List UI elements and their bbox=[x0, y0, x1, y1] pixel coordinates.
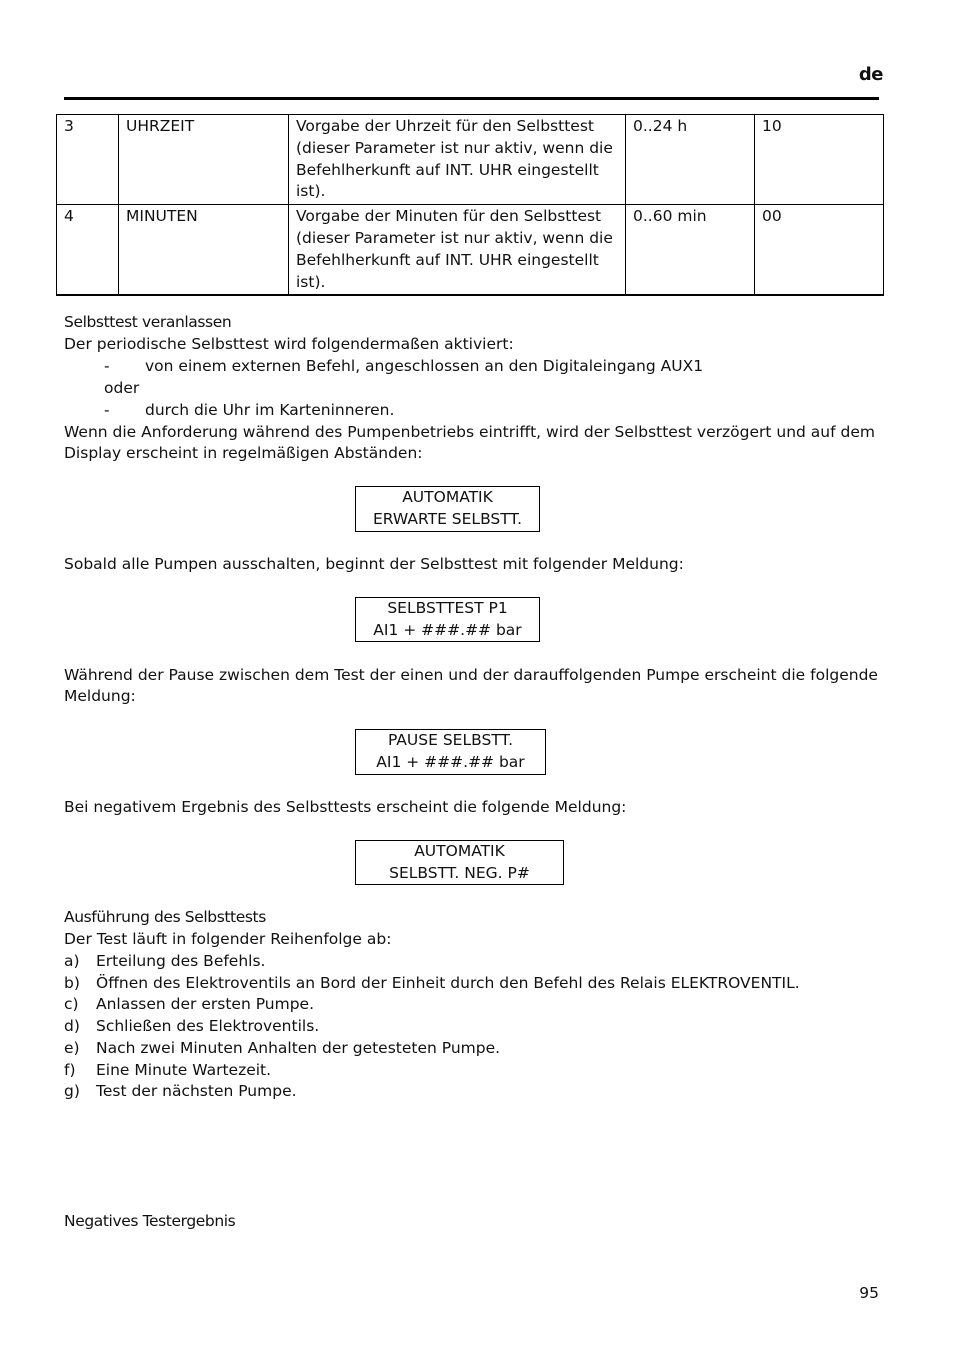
display-line: SELBSTTEST P1 bbox=[387, 599, 508, 617]
cell-range: 0..24 h bbox=[626, 115, 755, 205]
list-item-letter: f) bbox=[64, 1061, 76, 1079]
list-dash: - bbox=[104, 401, 110, 419]
list-item-letter: c) bbox=[64, 995, 79, 1013]
section-heading-negatives-testergebnis: Negatives Testergebnis bbox=[64, 1212, 236, 1230]
header-rule bbox=[64, 97, 879, 100]
list-item-letter: a) bbox=[64, 952, 80, 970]
list-item: Öffnen des Elektroventils an Bord der Einheit durch den Befehl des Relais ELEKTROVENTIL. bbox=[96, 974, 800, 992]
list-item: Eine Minute Wartezeit. bbox=[96, 1061, 272, 1079]
display-line: PAUSE SELBSTT. bbox=[387, 731, 514, 749]
list-item-letter: g) bbox=[64, 1082, 80, 1100]
paragraph-line: Meldung: bbox=[64, 687, 136, 705]
section-heading-selbsttest-veranlassen: Selbsttest veranlassen bbox=[64, 313, 232, 331]
list-item-letter: d) bbox=[64, 1017, 80, 1035]
list-item: Erteilung des Befehls. bbox=[96, 952, 266, 970]
section-heading-ausfuehrung: Ausführung des Selbsttests bbox=[64, 908, 266, 926]
display-message-box bbox=[355, 840, 564, 885]
list-item-letter: b) bbox=[64, 974, 80, 992]
list-dash: - bbox=[104, 357, 110, 375]
intro-text: Der Test läuft in folgender Reihenfolge ab: bbox=[64, 930, 392, 948]
language-label: de bbox=[858, 64, 883, 85]
list-item: Anlassen der ersten Pumpe. bbox=[96, 995, 314, 1013]
display-message-box bbox=[355, 729, 546, 775]
cell-nr: 4 bbox=[57, 205, 119, 296]
display-line: ERWARTE SELBSTT. bbox=[372, 509, 523, 528]
display-line: AUTOMATIK bbox=[402, 488, 493, 506]
parameter-table bbox=[56, 114, 884, 296]
display-line: AUTOMATIK bbox=[414, 842, 505, 860]
or-text: oder bbox=[104, 379, 140, 397]
intro-text: Der periodische Selbsttest wird folgendermaßen aktiviert: bbox=[64, 335, 514, 353]
cell-description: Vorgabe der Minuten für den Selbsttest (dieser Parameter ist nur aktiv, wenn die Befehlherkunft auf INT. UHR eingestellt ist). bbox=[289, 205, 626, 296]
cell-range: 0..60 min bbox=[626, 205, 755, 296]
list-item-letter: e) bbox=[64, 1039, 80, 1057]
cell-name: UHRZEIT bbox=[119, 115, 289, 205]
page-number: 95 bbox=[859, 1284, 879, 1302]
table-row bbox=[57, 205, 884, 296]
list-item: Schließen des Elektroventils. bbox=[96, 1017, 320, 1035]
option-internal-clock: durch die Uhr im Karteninneren. bbox=[145, 401, 395, 419]
paragraph-line: Display erscheint in regelmäßigen Abständen: bbox=[64, 444, 423, 462]
paragraph-line: Während der Pause zwischen dem Test der einen und der darauffolgenden Pumpe erscheint die folgende bbox=[64, 666, 878, 684]
cell-nr: 3 bbox=[57, 115, 119, 205]
option-external-command: von einem externen Befehl, angeschlossen an den Digitaleingang AUX1 bbox=[145, 357, 704, 375]
cell-name: MINUTEN bbox=[119, 205, 289, 296]
display-message-box bbox=[355, 597, 540, 642]
cell-default: 00 bbox=[755, 205, 884, 296]
cell-description: Vorgabe der Uhrzeit für den Selbsttest (dieser Parameter ist nur aktiv, wenn die Befehlherkunft auf INT. UHR eingestellt ist). bbox=[289, 115, 626, 205]
display-line: AI1 + ###.## bar bbox=[376, 752, 525, 771]
list-item: Test der nächsten Pumpe. bbox=[96, 1082, 297, 1100]
cell-default: 10 bbox=[755, 115, 884, 205]
list-item: Nach zwei Minuten Anhalten der getesteten Pumpe. bbox=[96, 1039, 501, 1057]
display-line: AI1 + ###.## bar bbox=[373, 620, 522, 639]
paragraph-text: Sobald alle Pumpen ausschalten, beginnt der Selbsttest mit folgender Meldung: bbox=[64, 555, 684, 573]
table-row bbox=[57, 115, 884, 205]
display-line: SELBSTT. NEG. P# bbox=[389, 863, 530, 882]
paragraph-line: Wenn die Anforderung während des Pumpenbetriebs eintrifft, wird der Selbsttest verzögert und auf dem bbox=[64, 423, 875, 441]
paragraph-text: Bei negativem Ergebnis des Selbsttests erscheint die folgende Meldung: bbox=[64, 798, 627, 816]
display-message-box bbox=[355, 486, 540, 532]
